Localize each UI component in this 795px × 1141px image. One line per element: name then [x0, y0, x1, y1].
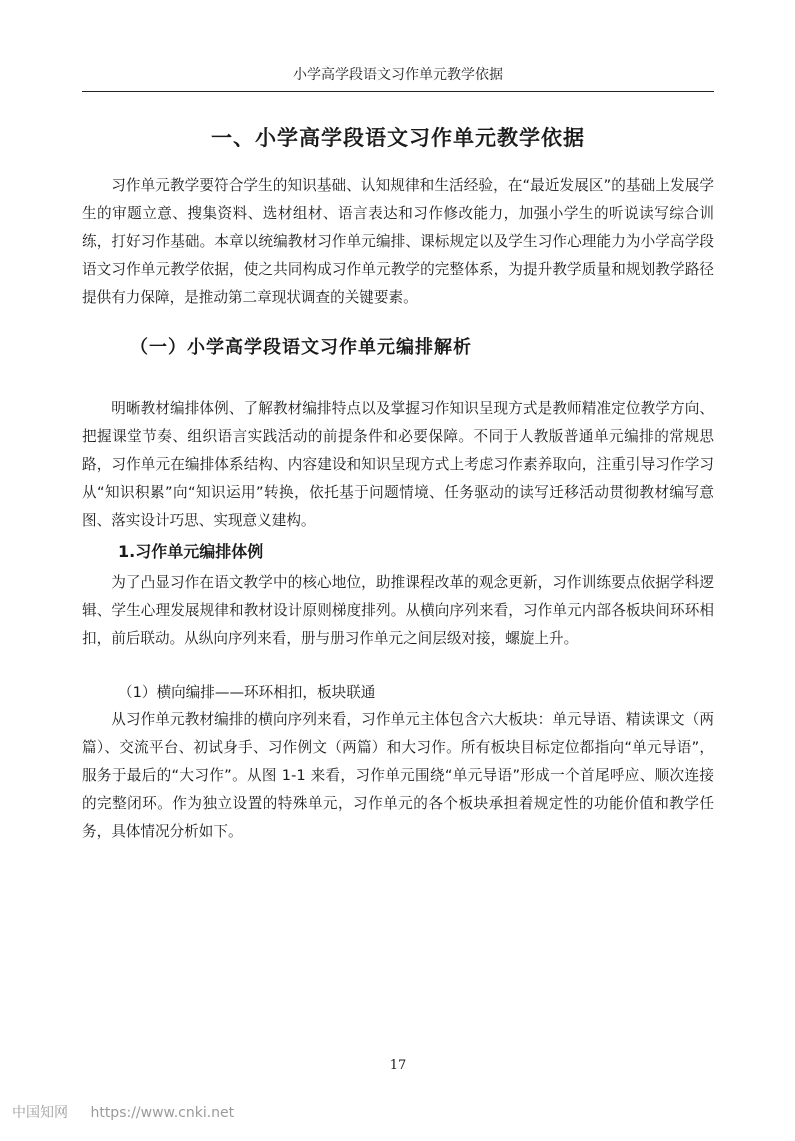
- running-header: 小学高学段语文习作单元教学依据: [293, 67, 503, 83]
- page-number: 17: [389, 1058, 407, 1073]
- subsection-paragraph: 为了凸显习作在语文教学中的核心地位，助推课程改革的观念更新，习作训练要点依据学科逻辑、学生心理发展规律和教材设计原则梯度排列。从横向序列来看，习作单元内部各板块间环环相扣，前后联动。从纵向序列来看，册与册习作单元之间层级对接，螺旋上升。: [82, 574, 714, 647]
- header-rule: [82, 91, 714, 92]
- cnki-watermark: [12, 1102, 234, 1122]
- chapter-title: 一、小学高学段语文习作单元教学依据: [211, 126, 585, 150]
- item-title: （1）横向编排——环环相扣，板块联通: [118, 684, 376, 701]
- subsection-title: 1.习作单元编排体例: [118, 542, 264, 561]
- section-title: （一）小学高学段语文习作单元编排解析: [130, 337, 472, 358]
- item-paragraph: 从习作单元教材编排的横向序列来看，习作单元主体包含六大板块：单元导语、精读课文（两篇）、交流平台、初试身手、习作例文（两篇）和大习作。所有板块目标定位都指向“单元导语”，服务于最后的“大习作”。从图 1-1 来看，习作单元围绕“单元导语”形成一个首尾呼应、顺次连接的完整闭环。作为独立设置的特殊单元，习作单元的各个板块承担着规定性的功能价值和教学任务，具体情况分析如下。: [82, 711, 714, 840]
- watermark-url: https://www.cnki.net: [90, 1105, 235, 1121]
- watermark-brand: 中国知网: [12, 1105, 68, 1121]
- section-paragraph: 明晰教材编排体例、了解教材编排特点以及掌握习作知识呈现方式是教师精准定位教学方向、把握课堂节奏、组织语言实践活动的前提条件和必要保障。不同于人教版普通单元编排的常规思路，习作单元在编排体系结构、内容建设和知识呈现方式上考虑习作素养取向，注重引导习作学习从“知识积累”向“知识运用”转换，依托基于问题情境、任务驱动的读写迁移活动贯彻教材编写意图、落实设计巧思、实现意义建构。: [82, 400, 714, 529]
- chapter-intro-paragraph: 习作单元教学要符合学生的知识基础、认知规律和生活经验，在“最近发展区”的基础上发展学生的审题立意、搜集资料、选材组材、语言表达和习作修改能力，加强小学生的听说读写综合训练，打好习作基础。本章以统编教材习作单元编排、课标规定以及学生习作心理能力为小学高学段语文习作单元教学依据，使之共同构成习作单元教学的完整体系，为提升教学质量和规划教学路径提供有力保障，是推动第二章现状调查的关键要素。: [82, 177, 714, 306]
